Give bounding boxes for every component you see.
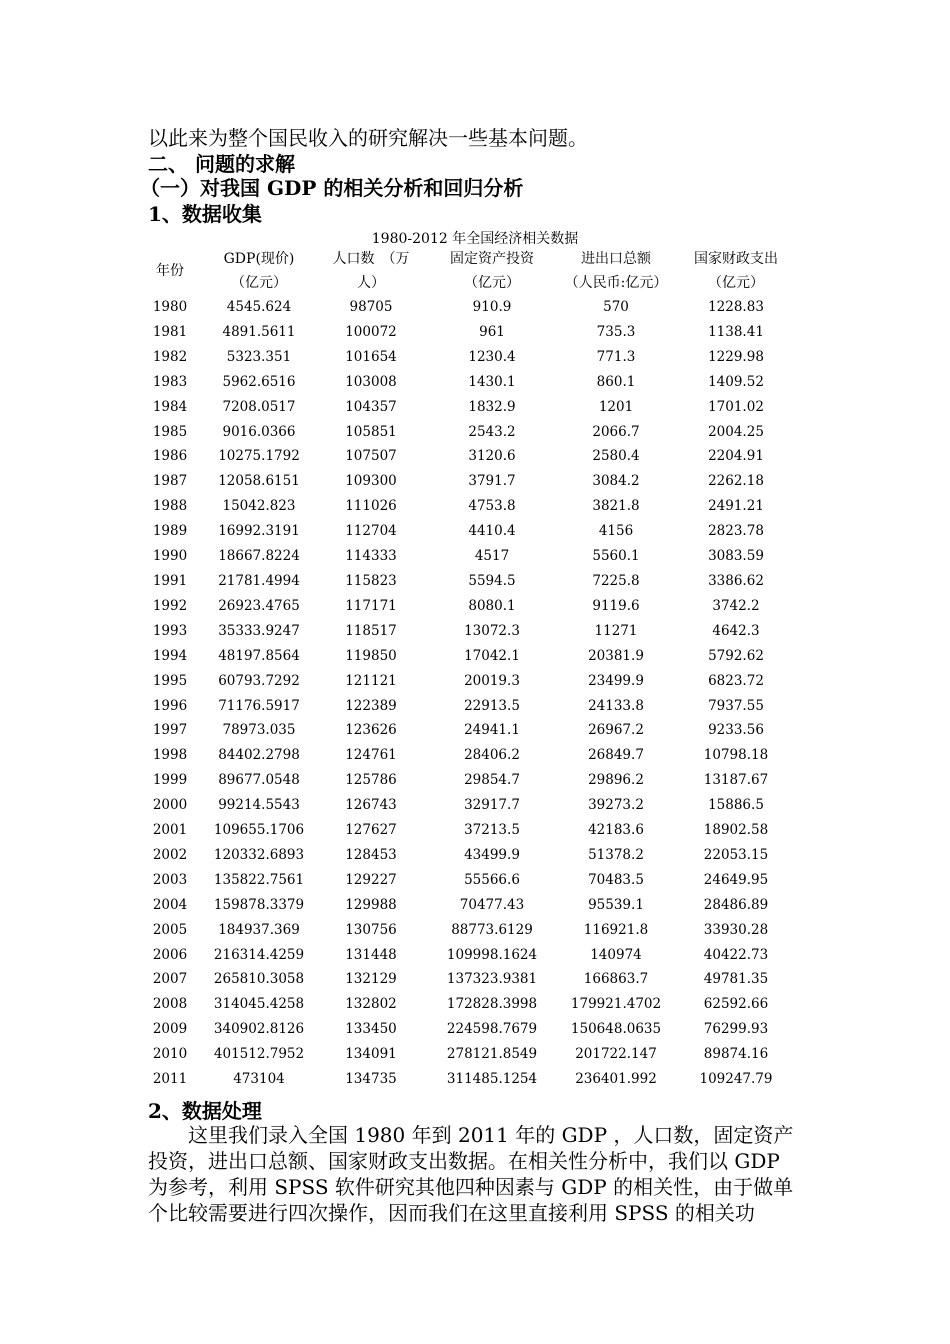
table-cell: 771.3 [596, 348, 636, 365]
table-row [140, 544, 800, 569]
table-cell: 311485.1254 [446, 1071, 538, 1088]
table-cell: 78973.035 [222, 722, 296, 739]
table-row [140, 992, 800, 1017]
table-cell: 201722.147 [575, 1046, 657, 1063]
table-cell: 5792.62 [708, 647, 764, 664]
table-cell: 1982 [152, 348, 188, 365]
table-cell: 29896.2 [588, 772, 644, 789]
table-cell: 1998 [152, 747, 188, 764]
table-cell: 3084.2 [592, 473, 640, 490]
table-row [140, 420, 800, 445]
table-row [140, 395, 800, 420]
table-cell: 119850 [345, 647, 397, 664]
table-cell: 2011 [152, 1071, 188, 1088]
table-cell: 37213.5 [464, 822, 520, 839]
table-cell: 13187.67 [703, 772, 769, 789]
table-cell: 2580.4 [592, 448, 640, 465]
table-cell: 132802 [345, 996, 397, 1013]
table-row [140, 1042, 800, 1067]
table-cell: 5962.6516 [222, 373, 296, 390]
table-row [140, 320, 800, 345]
table-cell: 55566.6 [464, 871, 520, 888]
table-cell: 150648.0635 [570, 1021, 662, 1038]
subsection-heading: （一）对我国 GDP 的相关分析和回归分析 [140, 176, 524, 200]
table-cell: 107507 [345, 448, 397, 465]
table-cell: 114333 [345, 548, 397, 565]
table-row [140, 370, 800, 395]
table-cell: 1989 [152, 523, 188, 540]
paragraph-line: 投资，进出口总额、国家财政支出数据。在相关性分析中，我们以 GDP [148, 1149, 780, 1173]
table-cell: 105851 [345, 423, 397, 440]
header-fiscal-spending: 国家财政支出 [694, 251, 778, 267]
table-cell: 22913.5 [464, 697, 520, 714]
table-cell: 2004.25 [708, 423, 764, 440]
table-cell: 2005 [152, 921, 188, 938]
table-cell: 3120.6 [468, 448, 516, 465]
table-cell: 127627 [345, 822, 397, 839]
table-cell: 1138.41 [708, 323, 764, 340]
table-cell: 2001 [152, 822, 188, 839]
table-cell: 2010 [152, 1046, 188, 1063]
table-row [140, 619, 800, 644]
table-row [140, 644, 800, 669]
table-cell: 24649.95 [703, 871, 769, 888]
table-cell: 7937.55 [708, 697, 764, 714]
table-cell: 42183.6 [588, 822, 644, 839]
table-cell: 10798.18 [703, 747, 769, 764]
paragraph-line: 个比较需要进行四次操作，因而我们在这里直接利用 SPSS 的相关功 [148, 1201, 755, 1225]
table-row [140, 718, 800, 743]
economic-data-table [140, 247, 800, 1092]
table-cell: 39273.2 [588, 797, 644, 814]
table-row [140, 444, 800, 469]
data-processing-heading: 2、数据处理 [148, 1099, 262, 1123]
table-cell: 71176.5917 [218, 697, 300, 714]
table-row [140, 793, 800, 818]
table-cell: 104357 [345, 398, 397, 415]
table-cell: 1701.02 [708, 398, 764, 415]
table-cell: 910.9 [472, 299, 512, 315]
table-cell: 118517 [345, 622, 397, 639]
table-cell: 26923.4765 [218, 597, 300, 614]
table-cell: 4891.5611 [222, 323, 296, 340]
header-year: 年份 [156, 263, 184, 279]
table-cell: 3821.8 [592, 498, 640, 515]
table-cell: 109247.79 [699, 1071, 773, 1088]
table-row [140, 594, 800, 619]
section-heading: 二、 问题的求解 [148, 152, 295, 176]
table-cell: 4517 [474, 548, 510, 565]
table-cell: 115823 [345, 572, 397, 589]
header-fixed-investment: 固定资产投资 [450, 251, 534, 267]
table-cell: 20381.9 [588, 647, 644, 664]
table-row [140, 569, 800, 594]
table-cell: 122389 [345, 697, 397, 714]
table-cell: 48197.8564 [218, 647, 300, 664]
table-cell: 12058.6151 [218, 473, 300, 490]
table-cell: 24941.1 [464, 722, 520, 739]
table-cell: 7225.8 [592, 572, 640, 589]
table-cell: 129227 [345, 871, 397, 888]
table-cell: 60793.7292 [218, 672, 300, 689]
table-cell: 4410.4 [468, 523, 516, 540]
intro-line: 以此来为整个国民收入的研究解决一些基本问题。 [148, 126, 588, 150]
table-cell: 5323.351 [226, 348, 292, 365]
table-cell: 1987 [152, 473, 188, 490]
table-cell: 43499.9 [464, 846, 520, 863]
table-row [140, 494, 800, 519]
table-cell: 159878.3379 [213, 896, 305, 913]
table-row [140, 943, 800, 968]
table-row [140, 868, 800, 893]
table-cell: 11271 [594, 622, 638, 639]
table-row [140, 893, 800, 918]
table-header-row-2 [140, 271, 800, 295]
table-cell: 2066.7 [592, 423, 640, 440]
table-cell: 131448 [345, 946, 397, 963]
table-cell: 216314.4259 [213, 946, 305, 963]
table-cell: 2008 [152, 996, 188, 1013]
table-cell: 126743 [345, 797, 397, 814]
table-cell: 2002 [152, 846, 188, 863]
table-row [140, 1067, 800, 1092]
table-cell: 135822.7561 [213, 871, 305, 888]
table-cell: 2491.21 [708, 498, 764, 515]
table-cell: 3083.59 [708, 548, 764, 565]
table-caption: 1980-2012 年全国经济相关数据 [371, 231, 579, 247]
table-cell: 123626 [345, 722, 397, 739]
table-cell: 95539.1 [588, 896, 644, 913]
table-cell: 134091 [345, 1046, 397, 1063]
paragraph-line: 这里我们录入全国 1980 年到 2011 年的 GDP ，人口数，固定资产 [148, 1123, 794, 1147]
table-cell: 9016.0366 [222, 423, 296, 440]
table-cell: 1230.4 [468, 348, 516, 365]
table-cell: 130756 [345, 921, 397, 938]
table-cell: 103008 [345, 373, 397, 390]
table-cell: 10275.1792 [218, 448, 300, 465]
table-row [140, 519, 800, 544]
table-cell: 89677.0548 [218, 772, 300, 789]
table-cell: 1832.9 [468, 398, 516, 415]
table-row [140, 743, 800, 768]
table-cell: 860.1 [596, 373, 636, 390]
table-cell: 172828.3998 [446, 996, 538, 1013]
table-cell: 120332.6893 [213, 846, 305, 863]
table-cell: 1985 [152, 423, 188, 440]
table-cell: 98705 [349, 299, 393, 315]
table-cell: 99214.5543 [218, 797, 300, 814]
table-cell: 473104 [233, 1071, 285, 1088]
table-cell: 124761 [345, 747, 397, 764]
table-cell: 1995 [152, 672, 188, 689]
table-cell: 2204.91 [708, 448, 764, 465]
table-cell: 62592.66 [703, 996, 769, 1013]
table-cell: 314045.4258 [213, 996, 305, 1013]
table-cell: 132129 [345, 971, 397, 988]
table-cell: 1229.98 [708, 348, 764, 365]
table-cell: 116921.8 [583, 921, 649, 938]
table-cell: 4545.624 [226, 299, 292, 315]
table-cell: 1999 [152, 772, 188, 789]
table-cell: 2262.18 [708, 473, 764, 490]
table-cell: 9119.6 [592, 597, 640, 614]
table-cell: 1981 [152, 323, 188, 340]
table-cell: 1993 [152, 622, 188, 639]
table-cell: 23499.9 [588, 672, 644, 689]
table-cell: 101654 [345, 348, 397, 365]
table-cell: 125786 [345, 772, 397, 789]
table-cell: 1980 [152, 299, 188, 315]
table-cell: 1201 [598, 398, 634, 415]
header-trade-total: 进出口总额 [581, 251, 651, 267]
table-cell: 109998.1624 [446, 946, 538, 963]
table-cell: 1994 [152, 647, 188, 664]
table-cell: 28406.2 [464, 747, 520, 764]
header-population: 人口数 （万 [332, 251, 410, 267]
table-cell: 1988 [152, 498, 188, 515]
table-cell: 2003 [152, 871, 188, 888]
table-row [140, 469, 800, 494]
table-cell: 1228.83 [708, 299, 764, 315]
header-trade-total-unit: （人民币:亿元） [564, 275, 668, 291]
table-cell: 7208.0517 [222, 398, 296, 415]
table-cell: 18667.8224 [218, 548, 300, 565]
table-cell: 134735 [345, 1071, 397, 1088]
table-cell: 15042.823 [222, 498, 296, 515]
table-cell: 2006 [152, 946, 188, 963]
table-cell: 2823.78 [708, 523, 764, 540]
table-cell: 1997 [152, 722, 188, 739]
header-fiscal-spending-unit: （亿元） [708, 275, 764, 291]
table-cell: 265810.3058 [213, 971, 305, 988]
table-cell: 16992.3191 [218, 523, 300, 540]
table-cell: 137323.9381 [446, 971, 538, 988]
table-row [140, 967, 800, 992]
table-cell: 26967.2 [588, 722, 644, 739]
table-row [140, 818, 800, 843]
table-cell: 2000 [152, 797, 188, 814]
table-cell: 1990 [152, 548, 188, 565]
table-cell: 128453 [345, 846, 397, 863]
table-cell: 70477.43 [459, 896, 525, 913]
table-cell: 184937.369 [218, 921, 300, 938]
header-gdp-unit: （亿元） [231, 275, 287, 291]
table-cell: 1430.1 [468, 373, 516, 390]
table-row [140, 295, 800, 320]
paragraph-line: 为参考，利用 SPSS 软件研究其他四种因素与 GDP 的相关性，由于做单 [148, 1175, 794, 1199]
table-cell: 129988 [345, 896, 397, 913]
table-cell: 9233.56 [708, 722, 764, 739]
table-cell: 3386.62 [708, 572, 764, 589]
table-cell: 236401.992 [575, 1071, 657, 1088]
table-cell: 133450 [345, 1021, 397, 1038]
table-cell: 70483.5 [588, 871, 644, 888]
table-cell: 224598.7679 [446, 1021, 538, 1038]
table-cell: 8080.1 [468, 597, 516, 614]
table-cell: 76299.93 [703, 1021, 769, 1038]
header-fixed-investment-unit: （亿元） [464, 275, 520, 291]
table-cell: 28486.89 [703, 896, 769, 913]
table-cell: 1991 [152, 572, 188, 589]
table-cell: 1983 [152, 373, 188, 390]
table-cell: 22053.15 [703, 846, 769, 863]
table-row [140, 694, 800, 719]
table-cell: 735.3 [596, 323, 636, 340]
table-cell: 24133.8 [588, 697, 644, 714]
table-cell: 49781.35 [703, 971, 769, 988]
table-cell: 5560.1 [592, 548, 640, 565]
data-collection-heading: 1、数据收集 [148, 202, 262, 226]
table-cell: 4156 [598, 523, 634, 540]
table-cell: 17042.1 [464, 647, 520, 664]
table-row [140, 669, 800, 694]
table-cell: 1986 [152, 448, 188, 465]
table-cell: 29854.7 [464, 772, 520, 789]
table-cell: 278121.8549 [446, 1046, 538, 1063]
table-cell: 2007 [152, 971, 188, 988]
table-cell: 140974 [590, 946, 642, 963]
table-cell: 15886.5 [708, 797, 764, 814]
table-cell: 26849.7 [588, 747, 644, 764]
table-cell: 2004 [152, 896, 188, 913]
table-cell: 2009 [152, 1021, 188, 1038]
table-cell: 100072 [345, 323, 397, 340]
table-cell: 6823.72 [708, 672, 764, 689]
table-cell: 3742.2 [712, 597, 760, 614]
table-cell: 18902.58 [703, 822, 769, 839]
table-cell: 2543.2 [468, 423, 516, 440]
table-row [140, 345, 800, 370]
table-cell: 32917.7 [464, 797, 520, 814]
table-cell: 33930.28 [703, 921, 769, 938]
table-cell: 35333.9247 [218, 622, 300, 639]
table-cell: 1984 [152, 398, 188, 415]
table-cell: 21781.4994 [218, 572, 300, 589]
table-cell: 89874.16 [703, 1046, 769, 1063]
table-header-row-1 [140, 247, 800, 271]
table-cell: 20019.3 [464, 672, 520, 689]
table-cell: 112704 [345, 523, 397, 540]
header-population-unit: 人） [357, 275, 385, 291]
table-cell: 117171 [345, 597, 397, 614]
table-cell: 401512.7952 [213, 1046, 305, 1063]
table-cell: 4753.8 [468, 498, 516, 515]
header-gdp: GDP(现价) [223, 251, 295, 267]
table-cell: 109655.1706 [213, 822, 305, 839]
table-cell: 5594.5 [468, 572, 516, 589]
table-cell: 40422.73 [703, 946, 769, 963]
table-cell: 961 [479, 323, 505, 340]
table-row [140, 843, 800, 868]
table-cell: 4642.3 [712, 622, 760, 639]
table-row [140, 918, 800, 943]
table-cell: 179921.4702 [570, 996, 662, 1013]
table-cell: 340902.8126 [213, 1021, 305, 1038]
processing-paragraph [148, 1122, 808, 1226]
table-cell: 1992 [152, 597, 188, 614]
table-body [140, 295, 800, 1092]
table-row [140, 768, 800, 793]
table-cell: 570 [603, 299, 629, 315]
table-cell: 88773.6129 [451, 921, 533, 938]
table-cell: 111026 [345, 498, 397, 515]
table-cell: 51378.2 [588, 846, 644, 863]
table-row [140, 1017, 800, 1042]
table-cell: 121121 [345, 672, 397, 689]
table-cell: 1996 [152, 697, 188, 714]
table-cell: 166863.7 [583, 971, 649, 988]
table-cell: 1409.52 [708, 373, 764, 390]
table-cell: 109300 [345, 473, 397, 490]
table-cell: 84402.2798 [218, 747, 300, 764]
table-cell: 3791.7 [468, 473, 516, 490]
table-cell: 13072.3 [464, 622, 520, 639]
